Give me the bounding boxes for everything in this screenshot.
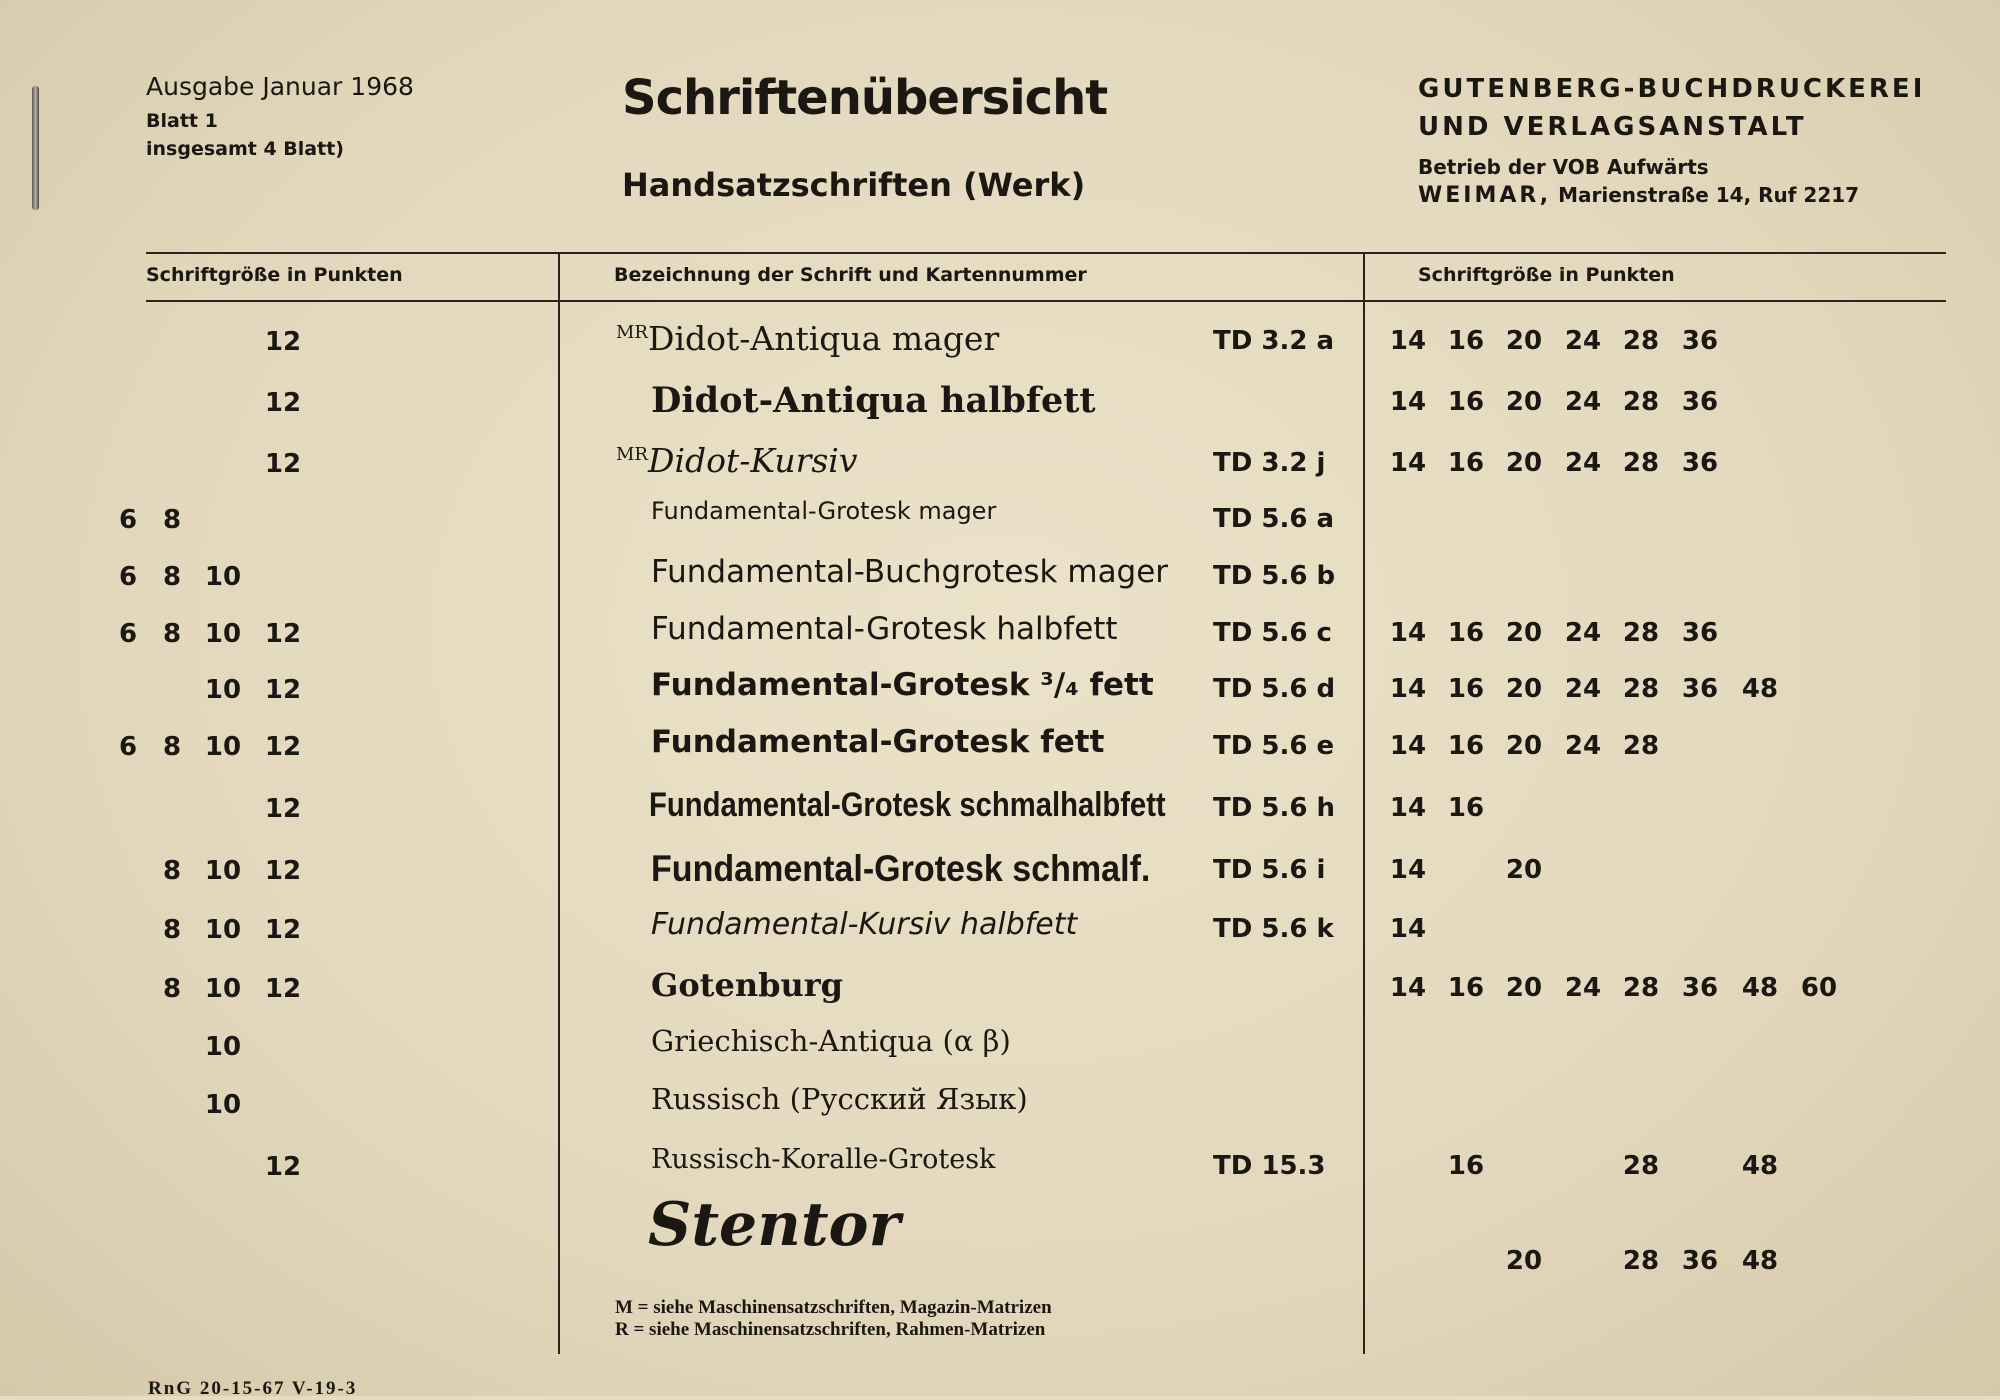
typeface-name [616,319,999,358]
size-right: 24 [1564,387,1602,417]
size-right: 20 [1505,326,1543,356]
size-right: 36 [1681,326,1719,356]
size-right: 48 [1741,1151,1779,1181]
size-left: 12 [264,1152,302,1182]
table-top-rule [146,252,1946,254]
size-left: 8 [162,856,182,886]
size-right: 14 [1389,973,1427,1003]
size-left: 12 [264,974,302,1004]
size-right: 28 [1622,973,1660,1003]
size-right: 20 [1505,618,1543,648]
typeface-label: Russisch-Koralle-Grotesk [651,1144,996,1175]
size-right: 36 [1681,618,1719,648]
publisher-address [1418,183,1859,208]
typeface-name [651,1144,995,1175]
typeface-label: Fundamental-Grotesk fett [651,724,1105,760]
size-right: 14 [1389,326,1427,356]
size-right: 14 [1389,674,1427,704]
typeface-label: Stentor [648,1190,901,1260]
size-right: 14 [1389,618,1427,648]
matrix-prefix: MR [616,444,648,465]
typeface-label: Gotenburg [651,966,843,1004]
column-header-middle: Bezeichnung der Schrift und Kartennummer [614,264,1087,286]
size-left: 10 [204,562,242,592]
size-left: 10 [204,856,242,886]
publisher-name-2: UND VERLAGSANSTALT [1418,112,1807,142]
card-number: TD 5.6 d [1213,674,1336,704]
typeface-name [651,966,843,1004]
publisher-name-1: GUTENBERG-BUCHDRUCKEREI [1418,74,1926,104]
size-left: 12 [264,449,302,479]
size-right: 60 [1800,973,1838,1003]
card-number: TD 15.3 [1213,1151,1326,1181]
publisher-city: WEIMAR, [1418,183,1552,208]
size-left: 10 [204,732,242,762]
card-number: TD 5.6 a [1213,504,1335,534]
size-right: 20 [1505,1246,1543,1276]
card-number: TD 5.6 k [1213,914,1334,944]
typeface-name [651,724,1104,760]
size-right: 14 [1389,731,1427,761]
size-left: 6 [118,562,138,592]
size-left: 10 [204,915,242,945]
size-right: 28 [1622,674,1660,704]
size-right: 28 [1622,326,1660,356]
typeface-label: Fundamental-Grotesk schmalf. [651,848,1151,889]
size-right: 16 [1447,326,1485,356]
size-left: 10 [204,619,242,649]
card-number: TD 3.2 j [1213,448,1326,478]
table-divider-left [558,252,560,1354]
size-right: 24 [1564,731,1602,761]
card-number: TD 5.6 e [1213,731,1335,761]
size-right: 28 [1622,448,1660,478]
size-right: 28 [1622,731,1660,761]
size-right: 16 [1447,1151,1485,1181]
size-right: 14 [1389,914,1427,944]
size-left: 8 [162,619,182,649]
typeface-name [651,554,1168,590]
size-right: 14 [1389,448,1427,478]
size-right: 20 [1505,973,1543,1003]
size-right: 36 [1681,674,1719,704]
size-left: 12 [264,794,302,824]
typeface-label: Fundamental-Grotesk mager [651,497,997,525]
size-right: 16 [1447,731,1485,761]
size-right: 36 [1681,448,1719,478]
sheet-label: Blatt 1 [146,110,218,132]
size-left: 12 [264,732,302,762]
card-number: TD 5.6 i [1213,855,1326,885]
typeface-label: Fundamental-Buchgrotesk mager [651,554,1169,590]
size-right: 20 [1505,448,1543,478]
size-right: 16 [1447,674,1485,704]
footnote-r: R = siehe Maschinensatzschriften, Rahmen-Matrizen [615,1319,1046,1340]
size-right: 16 [1447,973,1485,1003]
size-right: 20 [1505,387,1543,417]
size-left: 12 [264,388,302,418]
typeface-label: Didot-Antiqua halbfett [651,380,1096,421]
size-left: 12 [264,915,302,945]
edition-label: Ausgabe Januar 1968 [146,72,414,101]
footnote-m: M = siehe Maschinensatzschriften, Magazin-Matrizen [615,1297,1052,1318]
card-number: TD 5.6 b [1213,561,1336,591]
size-left: 12 [264,619,302,649]
size-left: 8 [162,562,182,592]
matrix-prefix: MR [616,322,648,343]
size-right: 16 [1447,793,1485,823]
size-left: 6 [118,732,138,762]
publisher-affiliation: Betrieb der VOB Aufwärts [1418,155,1709,179]
size-left: 6 [118,619,138,649]
size-right: 14 [1389,793,1427,823]
typeface-name [651,1024,1011,1058]
typeface-name [651,497,996,525]
page-title: Schriftenübersicht [622,70,1108,126]
typeface-label: Russisch (Русский Язык) [651,1082,1028,1116]
size-right: 24 [1564,618,1602,648]
size-right: 14 [1389,855,1427,885]
typeface-label: Didot-Antiqua mager [647,319,1000,358]
size-left: 10 [204,675,242,705]
total-sheets-label: insgesamt 4 Blatt) [146,138,344,160]
size-left: 8 [162,732,182,762]
size-right: 28 [1622,387,1660,417]
column-header-right: Schriftgröße in Punkten [1418,264,1675,286]
size-right: 24 [1564,674,1602,704]
typeface-name [651,1082,1028,1116]
size-left: 10 [204,1032,242,1062]
column-header-left: Schriftgröße in Punkten [146,264,403,286]
table-header-rule [146,300,1946,302]
typeface-name [649,786,1166,825]
typeface-label: Fundamental-Grotesk halbfett [651,611,1118,647]
size-right: 20 [1505,855,1543,885]
typeface-name [651,667,1154,703]
size-right: 16 [1447,618,1485,648]
size-right: 48 [1741,973,1779,1003]
typeface-name [651,907,1077,942]
size-right: 20 [1505,731,1543,761]
card-number: TD 5.6 h [1213,793,1335,823]
size-left: 6 [118,505,138,535]
size-left: 12 [264,675,302,705]
card-number: TD 5.6 c [1213,618,1332,648]
size-right: 36 [1681,1246,1719,1276]
staple [32,86,39,210]
publisher-street: Marienstraße 14, Ruf 2217 [1558,183,1860,207]
typeface-name [651,611,1118,647]
table-divider-right [1363,252,1365,1354]
size-right: 24 [1564,973,1602,1003]
size-right: 48 [1741,1246,1779,1276]
size-right: 24 [1564,448,1602,478]
print-note: RnG 20-15-67 V-19-3 [148,1378,358,1399]
typeface-label: Fundamental-Grotesk schmalhalbfett [649,786,1166,824]
typeface-name [651,380,1096,421]
size-right: 28 [1622,618,1660,648]
typeface-label: Fundamental-Grotesk ³/₄ fett [651,667,1154,703]
size-left: 8 [162,974,182,1004]
size-right: 20 [1505,674,1543,704]
typeface-name [651,848,1150,890]
size-right: 28 [1622,1151,1660,1181]
size-right: 16 [1447,387,1485,417]
size-right: 48 [1741,674,1779,704]
card-number: TD 3.2 a [1213,326,1335,356]
size-right: 16 [1447,448,1485,478]
typeface-label: Didot-Kursiv [647,441,858,480]
size-right: 24 [1564,326,1602,356]
size-right: 14 [1389,387,1427,417]
typeface-name [648,1190,900,1260]
typeface-label: Griechisch-Antiqua (α β) [651,1024,1011,1058]
size-right: 36 [1681,387,1719,417]
typeface-label: Fundamental-Kursiv halbfett [651,907,1078,942]
typeface-name [616,441,858,480]
size-left: 10 [204,1090,242,1120]
size-left: 12 [264,327,302,357]
page-subtitle: Handsatzschriften (Werk) [622,166,1086,204]
size-left: 8 [162,505,182,535]
size-left: 8 [162,915,182,945]
size-right: 28 [1622,1246,1660,1276]
size-left: 10 [204,974,242,1004]
size-right: 36 [1681,973,1719,1003]
size-left: 12 [264,856,302,886]
